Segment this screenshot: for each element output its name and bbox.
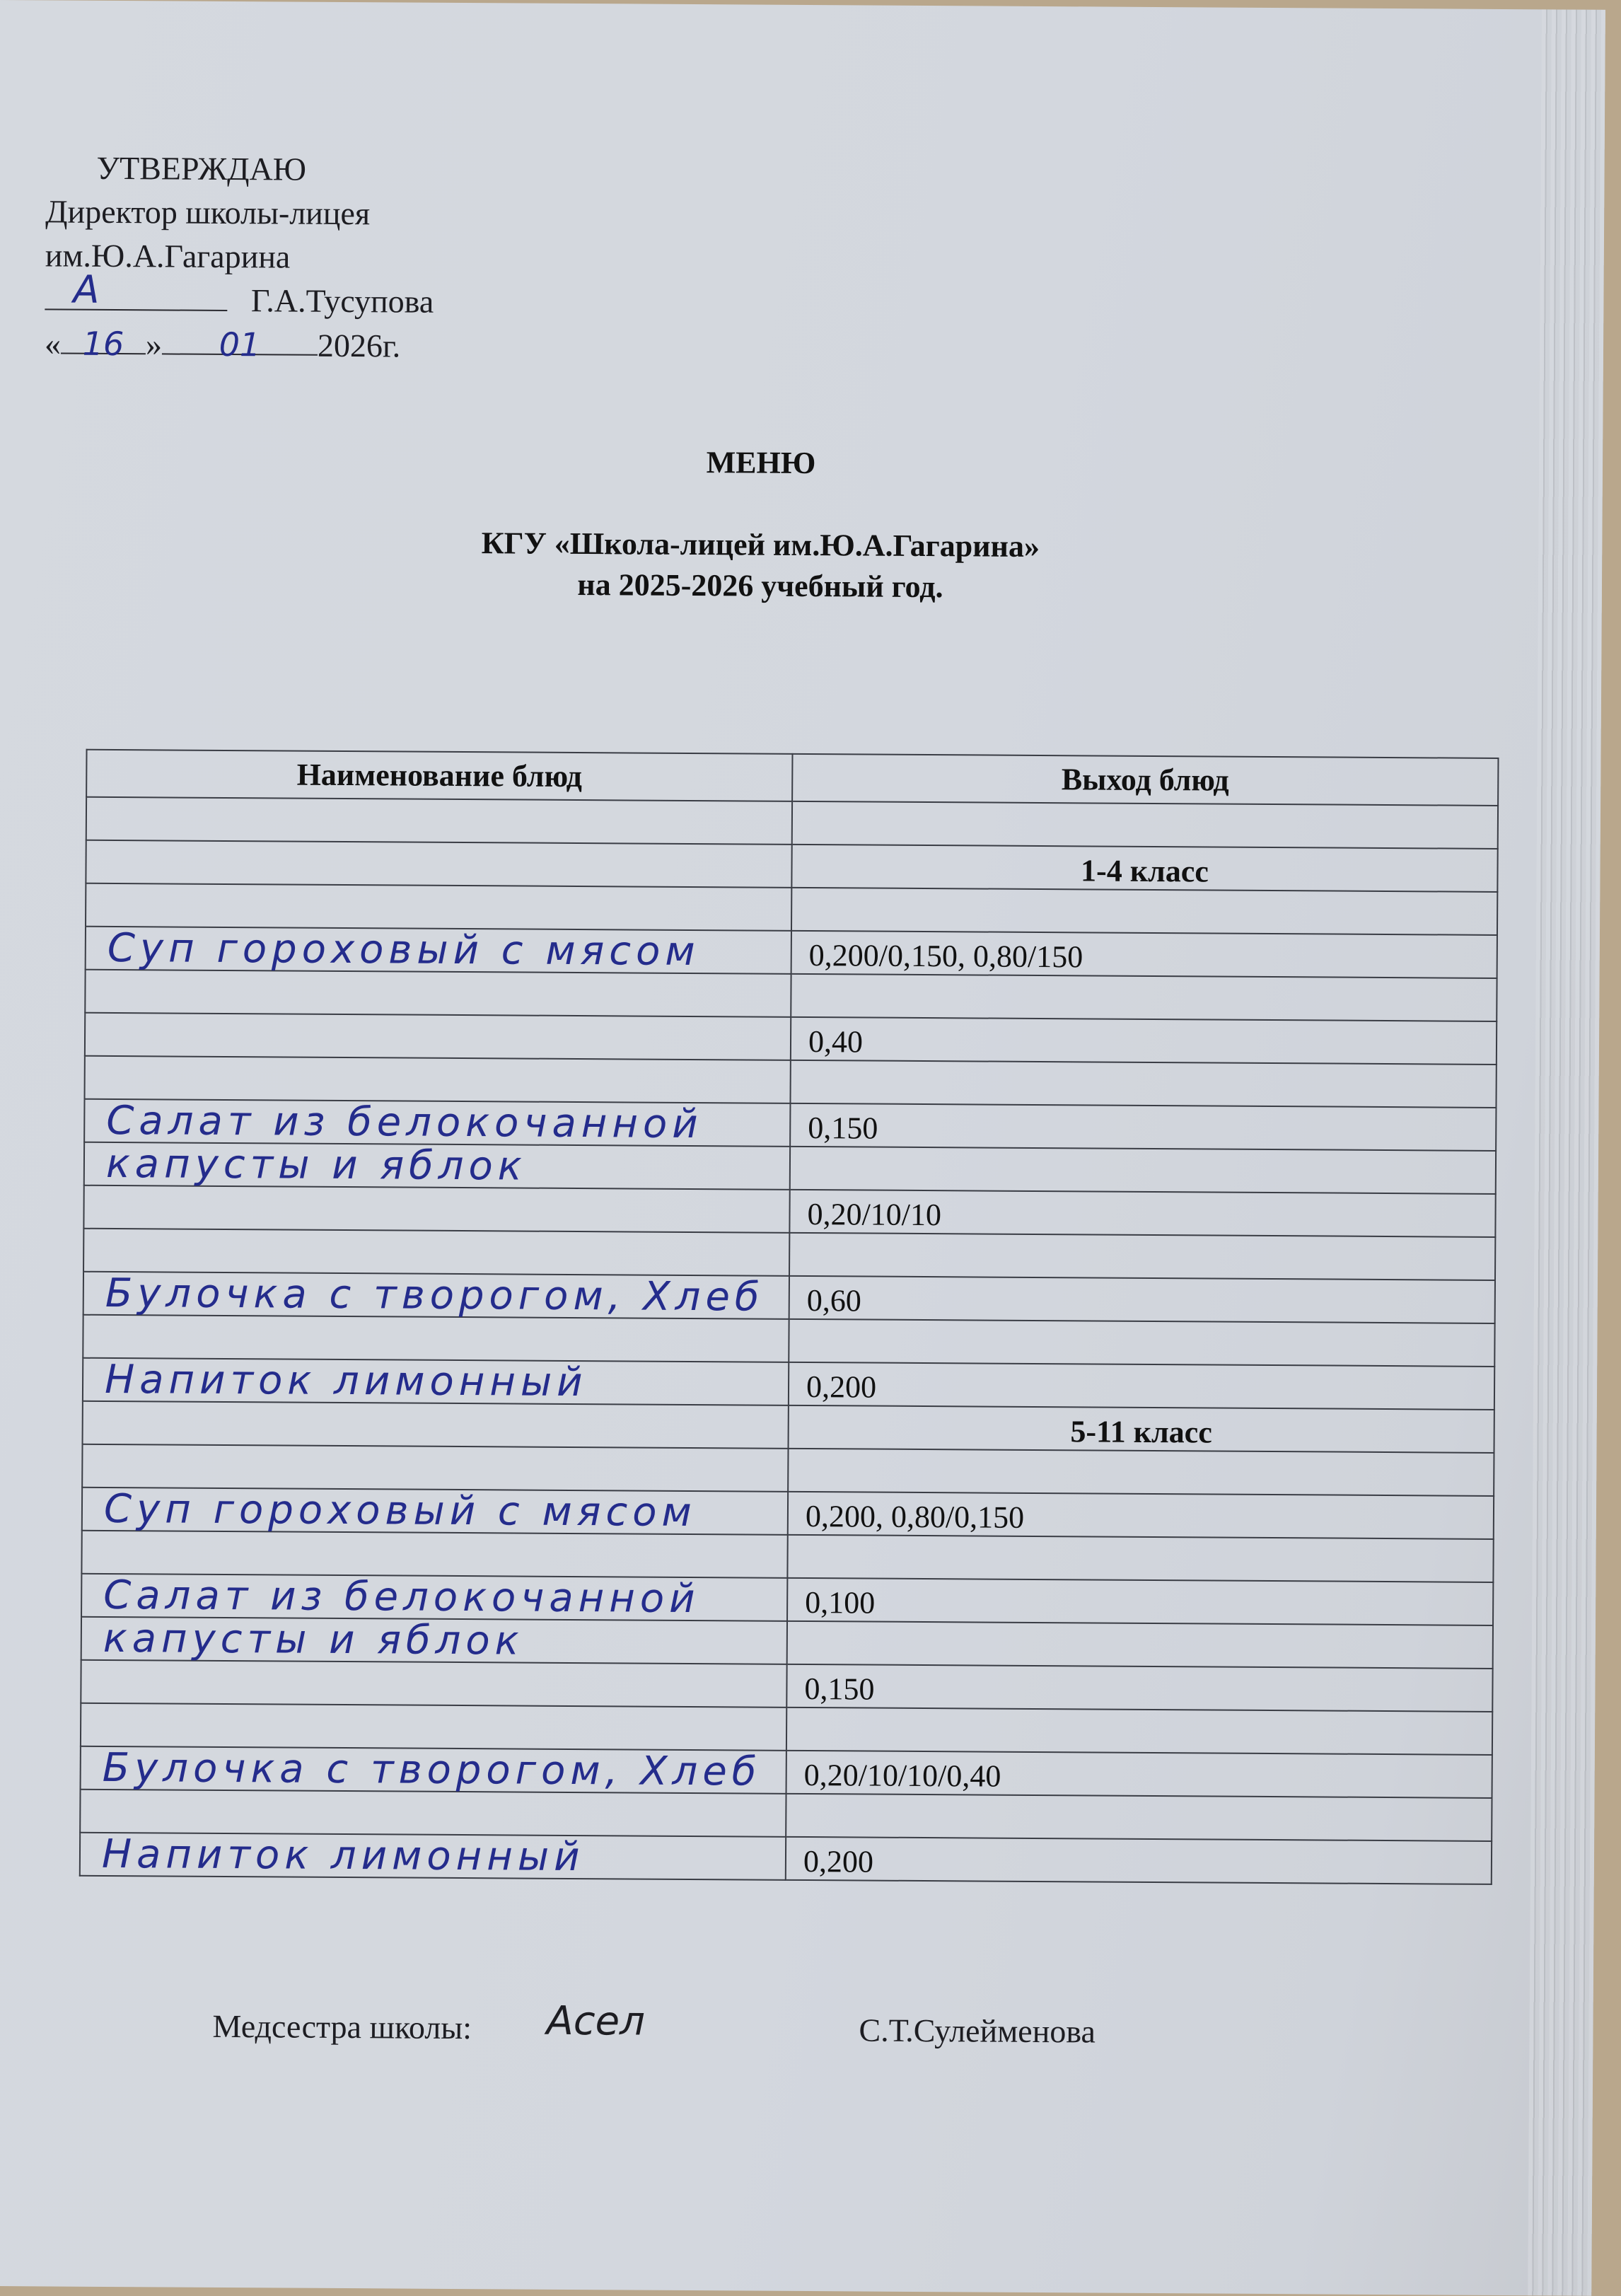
approval-heading: УТВЕРЖДАЮ [96, 149, 307, 187]
output-cell: 0,200 [786, 1837, 1492, 1884]
dish-cell [81, 1617, 787, 1664]
dish-cell [80, 1790, 786, 1837]
dish-cell [85, 970, 791, 1017]
director-signature: A [73, 267, 100, 312]
organization-name: КГУ «Школа-лицей им.Ю.А.Гагарина» [481, 526, 1040, 564]
output-cell [786, 1794, 1492, 1841]
dish-cell [81, 1660, 786, 1707]
dish-cell [81, 1574, 787, 1621]
table-row [82, 1488, 1494, 1539]
dish-name: Напиток лимонный [101, 1831, 585, 1881]
table-row [83, 1358, 1494, 1410]
dish-cell [81, 1746, 786, 1794]
class-section-label: 1-4 класс [791, 845, 1497, 892]
table-row [81, 1746, 1492, 1798]
dish-name: Суп гороховый с мясом [103, 1485, 697, 1536]
output-cell [786, 1707, 1492, 1755]
dish-cell [81, 1531, 787, 1578]
table-row [80, 1833, 1492, 1884]
output-cell [792, 801, 1498, 849]
class-section-label: 5-11 класс [789, 1405, 1494, 1453]
dish-cell [84, 1099, 790, 1147]
approval-block [45, 146, 435, 368]
output-cell: 0,40 [791, 1017, 1497, 1065]
school-year: на 2025-2026 учебный год. [577, 567, 943, 605]
output-cell [791, 888, 1497, 935]
approval-date [45, 321, 434, 368]
dish-name: Салат из белокочанной [106, 1097, 703, 1148]
output-cell [790, 1147, 1496, 1194]
dish-cell [83, 1401, 789, 1449]
dish-name: капусты и яблок [105, 1140, 527, 1190]
output-cell [787, 1535, 1493, 1582]
table-row [84, 1142, 1496, 1194]
date-close-quote: » [145, 326, 163, 363]
dish-name: капусты и яблок [103, 1615, 524, 1664]
output-cell [789, 1319, 1494, 1367]
dish-cell [85, 1013, 791, 1060]
dish-cell [83, 1229, 789, 1276]
output-cell: 0,150 [786, 1664, 1492, 1712]
output-cell [787, 1621, 1493, 1669]
output-cell: 0,20/10/10/0,40 [786, 1751, 1492, 1798]
output-cell [791, 974, 1497, 1021]
dish-name: Булочка с творогом, Хлеб [102, 1744, 762, 1795]
dish-cell [84, 1142, 790, 1190]
dish-cell [83, 1358, 789, 1405]
dish-cell [80, 1833, 786, 1880]
director-name: Г.А.Тусупова [250, 282, 434, 320]
date-open-quote: « [44, 325, 62, 362]
output-cell [788, 1449, 1494, 1496]
dish-cell [83, 1185, 789, 1233]
dish-cell [85, 1056, 791, 1103]
document-title: МЕНЮ [706, 445, 816, 481]
dish-cell [82, 1444, 788, 1492]
signature-line [45, 267, 227, 312]
dish-name: Суп гороховый с мясом [107, 924, 700, 975]
header-dish: Наименование блюд [86, 750, 792, 801]
dish-cell [81, 1703, 786, 1751]
menu-table [79, 749, 1499, 1885]
menu-header-row [86, 750, 1498, 806]
table-row [81, 1617, 1493, 1669]
output-cell: 0,200 [789, 1362, 1494, 1410]
output-cell: 0,20/10/10 [789, 1190, 1495, 1237]
output-cell: 0,60 [789, 1276, 1495, 1323]
output-cell: 0,200/0,150, 0,80/150 [791, 931, 1497, 978]
approval-school: им.Ю.А.Гагарина [45, 237, 291, 275]
output-cell [789, 1233, 1495, 1280]
dish-cell [83, 1315, 789, 1362]
date-day: 16 [61, 322, 146, 355]
table-row [83, 1272, 1495, 1323]
nurse-label: Медсестра школы: [212, 2007, 472, 2046]
header-output: Выход блюд [792, 754, 1498, 806]
approval-position: Директор школы-лицея [45, 193, 371, 232]
output-cell: 0,150 [790, 1103, 1496, 1151]
output-cell: 0,100 [787, 1578, 1493, 1625]
dish-cell [82, 1485, 788, 1536]
dish-name: Напиток лимонный [104, 1356, 588, 1406]
dish-cell [83, 1272, 789, 1319]
output-cell: 0,200, 0,80/0,150 [788, 1492, 1494, 1539]
output-cell [790, 1060, 1496, 1108]
dish-name: Салат из белокочанной [103, 1572, 700, 1623]
date-year: 2026г. [317, 327, 401, 364]
dish-name: Булочка с творогом, Хлеб [105, 1270, 765, 1321]
dish-cell [86, 883, 791, 931]
dish-cell [86, 840, 791, 888]
dish-cell [86, 924, 791, 975]
nurse-signature: Асел [546, 1998, 646, 2045]
approval-signature-line [45, 267, 434, 323]
date-month: 01 [162, 322, 318, 355]
paper-stack-edge [1528, 9, 1605, 2295]
table-row [86, 927, 1497, 978]
nurse-name: С.Т.Сулейменова [859, 2012, 1096, 2050]
dish-cell [86, 797, 792, 845]
